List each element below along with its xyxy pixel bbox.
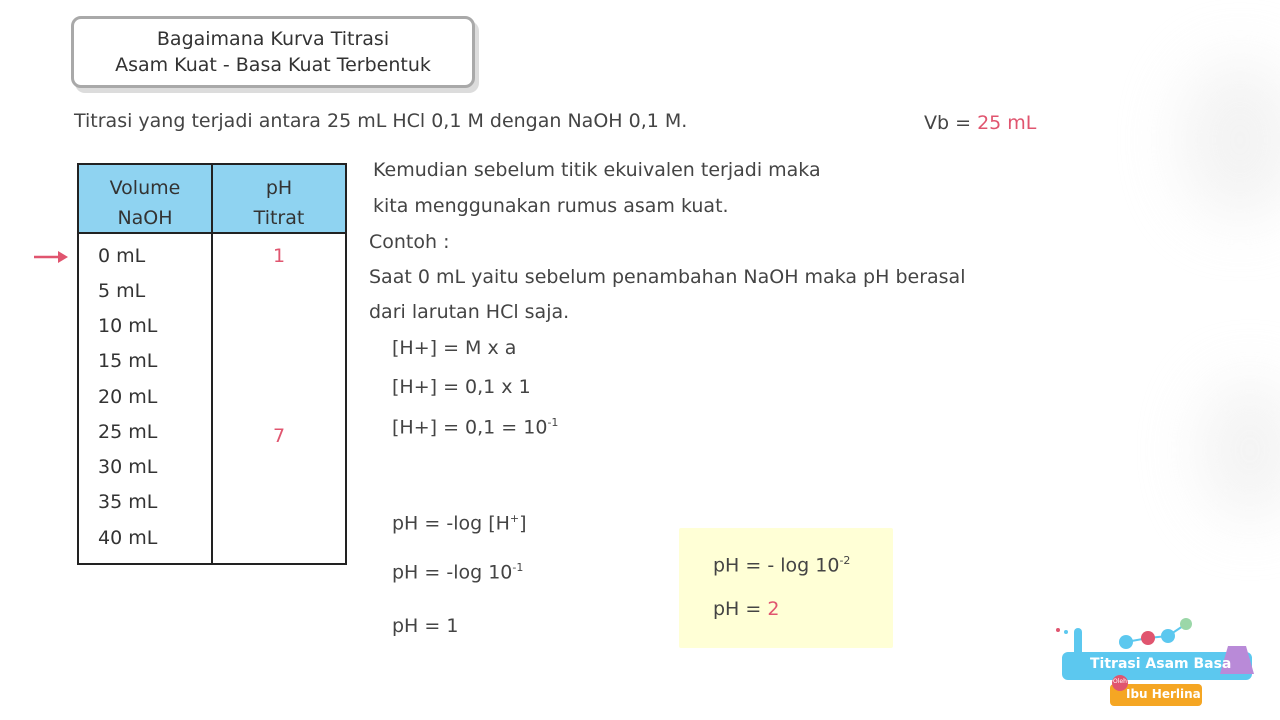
explanation-line: dari larutan HCl saja. xyxy=(369,301,570,323)
title-line-1: Bagaimana Kurva Titrasi xyxy=(156,28,390,50)
equation-h1: [H+] = M x a xyxy=(392,337,517,359)
explanation-line: kita menggunakan rumus asam kuat. xyxy=(373,195,729,217)
logo-by: Oleh xyxy=(1113,678,1127,685)
background-shade xyxy=(1180,60,1280,220)
equation-p1: pH = -log [H+] xyxy=(392,512,527,535)
explanation-line: Saat 0 mL yaitu sebelum penambahan NaOH maka pH berasal xyxy=(369,266,966,288)
arrow-right-icon xyxy=(34,250,70,264)
logo-author: Ibu Herlina xyxy=(1126,687,1201,701)
equation-p3: pH = 1 xyxy=(392,615,459,637)
title-box xyxy=(71,16,475,88)
highlight-line-2: pH = 2 xyxy=(713,598,780,620)
background-shade xyxy=(1200,380,1280,520)
equation-h3: $[H+] = 0,1 = 10^{-1}$ xyxy=(392,416,559,439)
vb-value: 25 mL xyxy=(977,112,1037,134)
highlight-box xyxy=(679,528,893,648)
equation-h2: [H+] = 0,1 x 1 xyxy=(392,376,531,398)
header-volume: Volume NaOH xyxy=(109,177,181,229)
ph-cell: 1 xyxy=(272,245,286,267)
volume-cell: 20 mL xyxy=(98,386,158,408)
volume-cell: 30 mL xyxy=(98,456,158,478)
equation-p2: pH = -log $10^{-1}$ xyxy=(392,561,524,584)
header-ph: pH Titrat xyxy=(253,177,305,229)
volume-cell: 5 mL xyxy=(98,280,146,302)
volume-cell: 35 mL xyxy=(98,491,158,513)
volume-cell: 0 mL xyxy=(98,245,146,267)
title-line-2: Asam Kuat - Basa Kuat Terbentuk xyxy=(115,54,431,76)
volume-cell: 40 mL xyxy=(98,527,158,549)
titration-table xyxy=(77,163,347,565)
volume-cell: 10 mL xyxy=(98,315,158,337)
explanation-line: Kemudian sebelum titik ekuivalen terjadi maka xyxy=(373,159,821,181)
intro-text: Titrasi yang terjadi antara 25 mL HCl 0,1 M dengan NaOH 0,1 M. xyxy=(74,110,688,132)
volume-cell: 15 mL xyxy=(98,350,158,372)
ph-cell: 7 xyxy=(272,425,286,447)
vb-label: Vb = 25 mL xyxy=(924,112,1037,134)
explanation-line: Contoh : xyxy=(369,231,450,253)
volume-cell: 25 mL xyxy=(98,421,158,443)
logo-title: Titrasi Asam Basa xyxy=(1090,656,1232,672)
channel-logo xyxy=(1050,612,1260,712)
highlight-line-1: pH = - $\log 10^{-2}$ xyxy=(713,554,851,577)
